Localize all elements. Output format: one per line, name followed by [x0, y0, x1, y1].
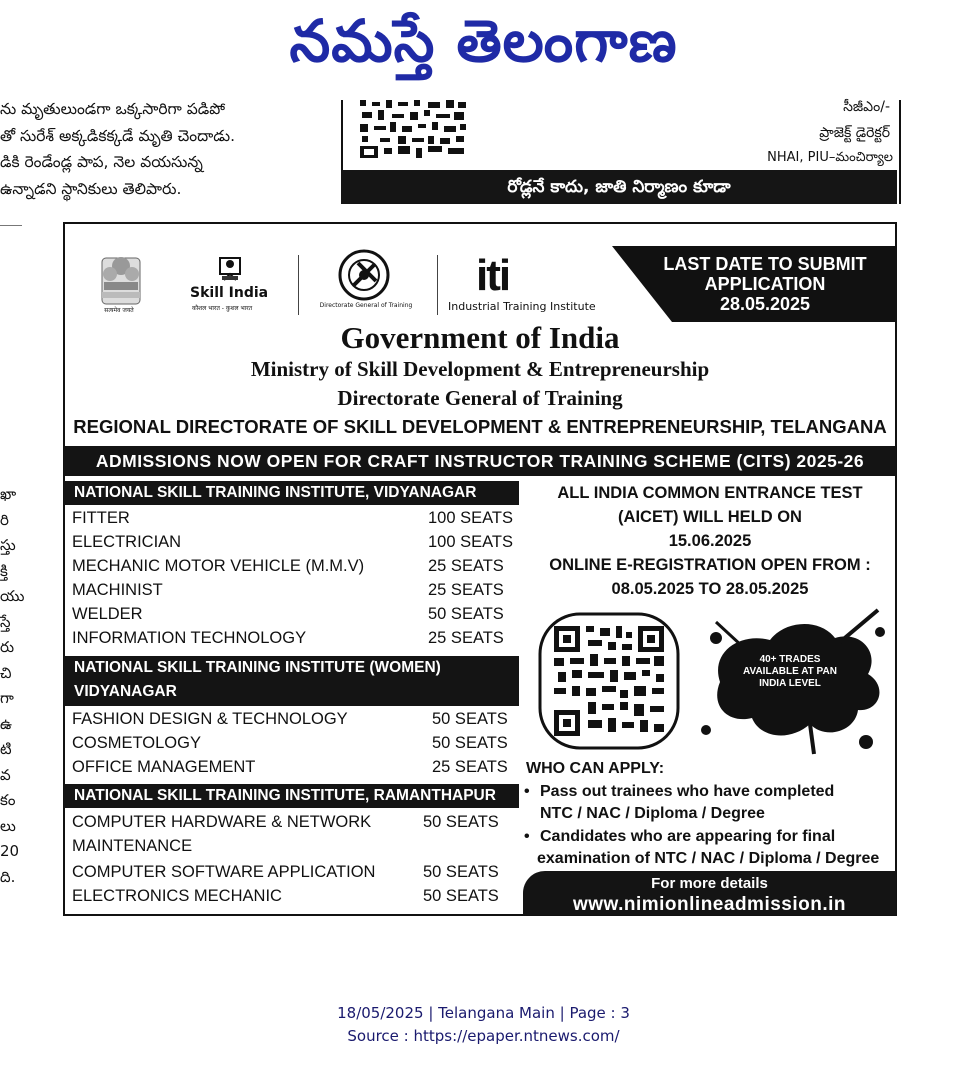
last-date-line: APPLICATION — [704, 274, 826, 294]
qr-code-icon[interactable] — [540, 614, 678, 748]
details-band — [523, 871, 896, 915]
course-seats: 100 SEATS — [428, 533, 513, 551]
last-date-value: 28.05.2025 — [719, 294, 811, 314]
eligibility-line: Candidates who are appearing for final — [540, 828, 836, 845]
dgt-logo-caption: Directorate General of Training — [319, 302, 413, 309]
who-can-apply-title: WHO CAN APPLY: — [526, 760, 665, 777]
left-article-fragment — [0, 96, 283, 202]
skill-india-label: Skill India — [190, 285, 269, 301]
state-emblem-icon — [102, 257, 140, 304]
strip-glyph: చి — [0, 663, 12, 682]
last-date-line: LAST DATE TO SUBMIT — [663, 254, 867, 274]
strip-glyph: ఖా — [0, 485, 17, 503]
strip-glyph: ఉ — [0, 714, 12, 733]
nhai-designation: ప్రాజెక్ట్ డైరెక్టర్ — [819, 125, 890, 141]
strip-glyph: రు — [0, 638, 15, 656]
iti-logo-caption: Industrial Training Institute — [448, 300, 596, 313]
details-label: For more details — [651, 875, 768, 892]
strip-glyph: స్తే — [0, 612, 11, 631]
exam-date: 15.06.2025 — [668, 532, 752, 550]
skill-india-tagline: कौशल भारत - कुशल भारत — [192, 305, 253, 312]
strip-glyph: యు — [0, 587, 25, 605]
splash-line: AVAILABLE AT PAN — [743, 666, 837, 677]
course-seats: 50 SEATS — [428, 605, 504, 623]
course-name: MECHANIC MOTOR VEHICLE (M.M.V) — [72, 557, 365, 575]
eligibility-line: Pass out trainees who have completed — [540, 783, 835, 800]
institute-heading: NATIONAL SKILL TRAINING INSTITUTE, VIDYANAGAR — [64, 481, 519, 505]
strip-glyph: లు — [0, 816, 16, 835]
institute-heading-line: VIDYANAGAR — [74, 683, 177, 700]
strip-glyph: రి — [0, 510, 9, 529]
course-seats: 50 SEATS — [423, 887, 499, 905]
newspaper-masthead: నమస్తే తెలంగాణ — [289, 7, 678, 75]
course-seats: 25 SEATS — [428, 557, 504, 575]
dgt-gear-icon — [340, 251, 388, 299]
course-seats: 50 SEATS — [432, 734, 508, 752]
course-seats: 25 SEATS — [432, 758, 508, 776]
heading-ministry: Ministry of Skill Development & Entrepreneurship — [250, 357, 710, 381]
course-row — [72, 860, 512, 884]
course-row — [72, 602, 512, 626]
logo-divider — [298, 255, 299, 315]
article-line: ఉన్నాడని స్థానికులు తెలిపారు. — [0, 179, 182, 198]
logo-divider — [437, 255, 438, 315]
course-row — [72, 884, 512, 908]
course-seats: 50 SEATS — [423, 863, 499, 881]
course-row — [72, 755, 512, 779]
eligibility-line: NTC / NAC / Diploma / Degree — [540, 805, 765, 822]
course-name: MACHINIST — [72, 581, 163, 599]
emblem-caption: सत्यमेव जयते — [104, 307, 134, 314]
course-name: ELECTRONICS MECHANIC — [72, 887, 282, 905]
admissions-band: ADMISSIONS NOW OPEN FOR CRAFT INSTRUCTOR TRAINING SCHEME (CITS) 2025-26 — [64, 446, 896, 476]
course-name: COMPUTER SOFTWARE APPLICATION — [72, 863, 376, 881]
institute-heading: NATIONAL SKILL TRAINING INSTITUTE, RAMANTHAPUR — [64, 784, 519, 808]
course-row — [72, 626, 512, 650]
bullet-icon: • — [524, 783, 530, 800]
iti-logo-mark: iti — [476, 251, 510, 300]
strip-glyph: కం — [0, 791, 16, 809]
bullet-icon: • — [524, 828, 530, 845]
course-name: COSMETOLOGY — [72, 734, 201, 752]
skill-india-logo-icon — [220, 258, 240, 280]
course-row — [72, 834, 512, 858]
course-seats: 25 SEATS — [428, 629, 504, 647]
course-seats: 25 SEATS — [428, 581, 504, 599]
article-line: తో సురేశ్ అక్కడికక్కడే మృతి చెందాడు. — [0, 126, 236, 145]
qr-code-icon — [358, 100, 468, 158]
column-divider — [0, 225, 22, 226]
course-name: ELECTRICIAN — [72, 533, 182, 551]
exam-title: ALL INDIA COMMON ENTRANCE TEST — [557, 484, 863, 502]
course-name: MAINTENANCE — [72, 837, 193, 855]
splash-text — [730, 654, 850, 690]
strip-glyph: 20 — [0, 842, 20, 860]
heading-directorate: Directorate General of Training — [337, 386, 623, 410]
course-seats: 50 SEATS — [423, 813, 499, 831]
strip-glyph: స్తు — [0, 536, 16, 554]
page-footer-date: 18/05/2025 | Telangana Main | Page : 3 — [337, 1004, 630, 1022]
course-name: FITTER — [72, 509, 130, 527]
course-row — [72, 707, 512, 731]
course-name: INFORMATION TECHNOLOGY — [72, 629, 307, 647]
course-name: WELDER — [72, 605, 143, 623]
nhai-signature: సీజీఎం/- — [843, 99, 890, 115]
details-link[interactable]: www.nimionlineadmission.in — [572, 894, 847, 915]
course-name: COMPUTER HARDWARE & NETWORK — [72, 813, 372, 831]
institute-heading — [64, 656, 519, 706]
eligibility-line: examination of NTC / NAC / Diploma / Degree — [537, 850, 880, 867]
course-seats: 50 SEATS — [432, 710, 508, 728]
nhai-office: NHAI, PIU–మంచిర్యాల — [767, 150, 893, 165]
course-row — [72, 731, 512, 755]
strip-glyph: వ — [0, 765, 11, 784]
registration-title: ONLINE E-REGISTRATION OPEN FROM : — [549, 556, 871, 574]
institute-heading-line: NATIONAL SKILL TRAINING INSTITUTE (WOMEN) — [74, 659, 441, 676]
strip-glyph: టి — [0, 740, 12, 758]
heading-government: Government of India — [340, 320, 620, 355]
strip-glyph: గా — [0, 689, 14, 707]
strip-glyph: క్తి — [0, 561, 8, 580]
left-column-strip — [0, 482, 25, 890]
splash-line: 40+ TRADES — [759, 654, 821, 665]
article-line: డికి రెండేండ్ల పాప, నెల వయసున్న — [0, 153, 203, 171]
course-row — [72, 554, 512, 578]
course-name: OFFICE MANAGEMENT — [72, 758, 256, 776]
exam-subtitle: (AICET) WILL HELD ON — [618, 508, 802, 526]
heading-regional: REGIONAL DIRECTORATE OF SKILL DEVELOPMENT & ENTREPRENEURSHIP, TELANGANA — [73, 416, 887, 437]
last-date-banner — [640, 254, 890, 314]
nhai-slogan-band: రోడ్లనే కాదు, జాతి నిర్మాణం కూడా — [341, 170, 897, 204]
article-line: ను మృతులుండగా ఒక్కసారిగా పడిపో — [0, 100, 226, 118]
course-row — [72, 810, 512, 834]
page-footer-source: Source : https://epaper.ntnews.com/ — [347, 1027, 620, 1045]
strip-glyph: ది. — [0, 867, 16, 886]
course-row — [72, 506, 512, 530]
course-name: FASHION DESIGN & TECHNOLOGY — [72, 710, 348, 728]
registration-dates: 08.05.2025 TO 28.05.2025 — [611, 580, 809, 598]
course-row — [72, 578, 512, 602]
course-row — [72, 530, 512, 554]
course-seats: 100 SEATS — [428, 509, 513, 527]
splash-line: INDIA LEVEL — [759, 678, 821, 689]
